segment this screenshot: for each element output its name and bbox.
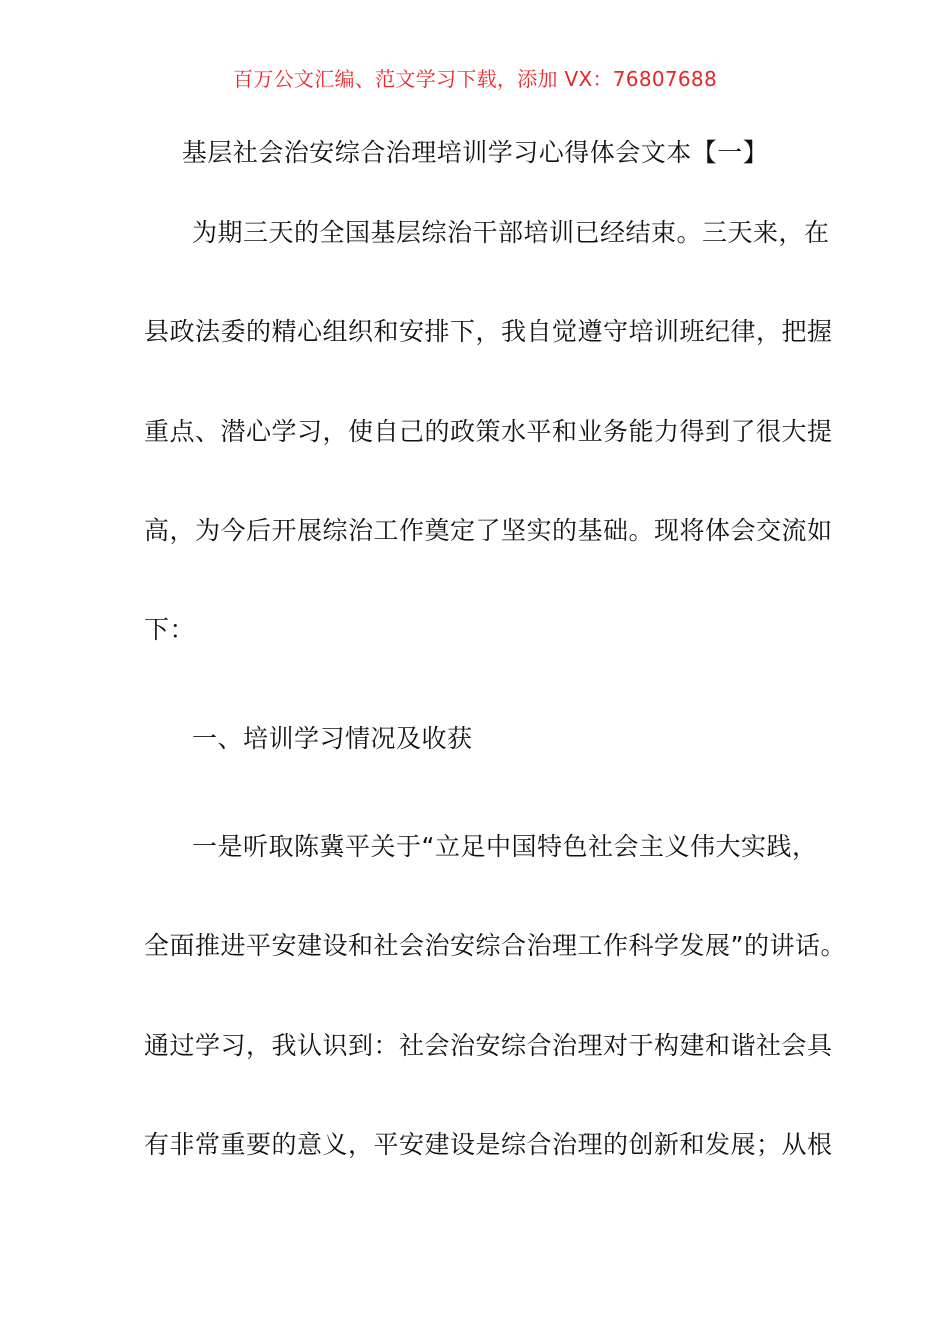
paragraph-line: 有非常重要的意义，平安建设是综合治理的创新和发展；从根 <box>144 1130 833 1159</box>
paragraph-line: 县政法委的精心组织和安排下，我自觉遵守培训班纪律，把握 <box>144 317 833 346</box>
header-note: 百万公文汇编、范文学习下载，添加 VX：76807688 <box>233 67 717 91</box>
document-title: 基层社会治安综合治理培训学习心得体会文本【一】 <box>181 138 769 167</box>
paragraph-line: 通过学习，我认识到：社会治安综合治理对于构建和谐社会具 <box>144 1031 833 1060</box>
paragraph-line: 为期三天的全国基层综治干部培训已经结束。三天来，在 <box>192 218 830 247</box>
paragraph-line: 一是听取陈冀平关于“立足中国特色社会主义伟大实践， <box>192 832 818 861</box>
paragraph-line: 重点、潜心学习，使自己的政策水平和业务能力得到了很大提 <box>144 417 833 446</box>
paragraph-line: 全面推进平安建设和社会治安综合治理工作科学发展”的讲话。 <box>144 931 846 960</box>
paragraph-line: 高，为今后开展综治工作奠定了坚实的基础。现将体会交流如 <box>144 516 833 545</box>
section-heading: 一、培训学习情况及收获 <box>192 724 473 753</box>
paragraph-line: 下： <box>144 615 196 644</box>
